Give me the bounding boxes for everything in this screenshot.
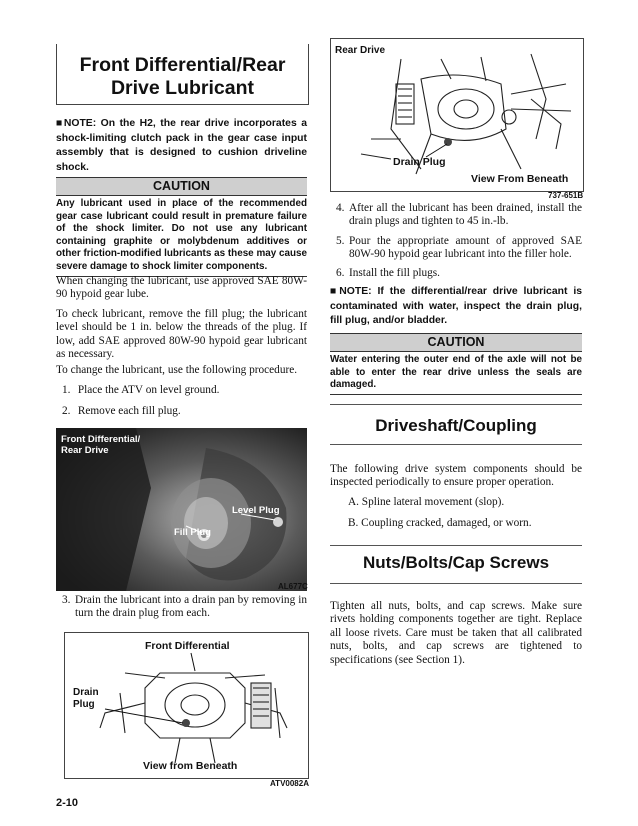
list-item-spline: A. Spline lateral movement (slop). (348, 496, 505, 508)
caution-title: CAUTION (56, 177, 307, 196)
note-contaminated-water: ■NOTE: If the differential/rear drive lubricant is contaminated with water, inspect the drain plug, fill plug, and/or bladder. (330, 286, 582, 327)
step-1 (62, 384, 307, 397)
step-3 (62, 594, 307, 621)
photo-label-level-plug: Level Plug (232, 505, 280, 516)
photo-label-title-1: Front Differential/ (61, 434, 141, 445)
step-number: 5. (336, 235, 345, 247)
caution-title: CAUTION (330, 333, 582, 352)
caution-body: Any lubricant used in place of the recommended gear case lubricant could result in premature failure of the shock limiter. Do not use any lubricant containing graphite or molybdenum additives or other friction-modified lubricants as these may cause severe damage to shock limiter components. (56, 196, 307, 277)
section-divider (330, 583, 582, 584)
diagram-caption: View from Beneath (143, 760, 238, 772)
step-6 (336, 267, 582, 280)
step-text: Remove each fill plug. (77, 405, 181, 417)
diagram-caption: View From Beneath (471, 173, 569, 185)
photo-label-title-2: Rear Drive (61, 445, 109, 456)
paragraph-check-lubricant: To check lubricant, remove the fill plug; the lubricant level should be 1 in. below the threads of the plug. If low, add SAE approved 80W-90 hypoid gear lubricant as necessary. (56, 308, 307, 361)
step-text: Drain the lubricant into a drain pan by removing in turn the drain plug from each. (75, 594, 307, 620)
step-5 (336, 235, 582, 262)
section-divider (330, 545, 582, 546)
section-heading-front-differential (56, 44, 309, 105)
diagram-label-drain: Drain (73, 687, 99, 698)
step-number: 6. (336, 267, 345, 279)
caution-box-left (56, 177, 307, 277)
caution-box-right (330, 333, 582, 395)
figure-code-737-651b: 737-651B (548, 191, 584, 200)
step-number: 2. (62, 405, 71, 417)
diagram-rear-drive (330, 38, 584, 192)
step-number: 1. (62, 384, 71, 396)
step-2 (62, 405, 307, 418)
note-shock-limiting: ■NOTE: On the H2, the rear drive incorporates a shock-limiting clutch pack in the gear case input assembly that is designed to cushion driveline shock. (56, 118, 307, 173)
step-text: Install the fill plugs. (349, 267, 440, 279)
list-item-coupling: B. Coupling cracked, damaged, or worn. (348, 517, 532, 529)
diagram-front-differential (64, 632, 309, 779)
paragraph-approved-lube: When changing the lubricant, use approved SAE 80W-90 hypoid gear lube. (56, 275, 307, 301)
section-divider (330, 404, 582, 405)
figure-code-al677c: AL677C (278, 582, 308, 591)
step-text: Pour the appropriate amount of approved SAE 80W-90 hypoid gear lubricant into the filler hole. (349, 235, 582, 261)
step-text: Place the ATV on level ground. (77, 384, 220, 396)
page-number: 2-10 (56, 797, 79, 809)
diagram-title: Rear Drive (335, 45, 386, 56)
figure-code-atv0082a: ATV0082A (270, 779, 309, 788)
photo-label-fill-plug: Fill Plug (174, 527, 211, 538)
diagram-label-plug: Plug (73, 699, 95, 710)
photo-fill-level-plugs (56, 428, 307, 591)
paragraph-nuts-bolts: Tighten all nuts, bolts, and cap screws. Make sure rivets holding components together are tight. Replace all loose rivets. Care must be taken that all calibrated nuts, bolts, and cap screws are tightened to specifications (see Section 1). (330, 600, 582, 666)
caution-body: Water entering the outer end of the axle will not be able to enter the rear drive unless the seals are damaged. (330, 352, 582, 395)
step-4 (336, 202, 582, 229)
section-title-driveshaft: Driveshaft/Coupling (375, 416, 537, 435)
step-text: After all the lubricant has been drained, install the drain plugs and tighten to 45 in.-lb. (349, 202, 582, 228)
section-title-nuts-bolts: Nuts/Bolts/Cap Screws (362, 553, 550, 572)
step-number: 3. (62, 594, 71, 606)
heading-line-1: Front Differential/Rear (79, 54, 286, 76)
section-divider (330, 444, 582, 445)
diagram-label-drain-plug: Drain Plug (393, 156, 446, 168)
paragraph-driveshaft-intro: The following drive system components should be inspected periodically to ensure proper operation. (330, 463, 582, 489)
step-number: 4. (336, 202, 345, 214)
heading-line-2: Drive Lubricant (110, 77, 255, 99)
diagram-title: Front Differential (145, 640, 230, 652)
paragraph-change-procedure: To change the lubricant, use the following procedure. (56, 364, 298, 376)
